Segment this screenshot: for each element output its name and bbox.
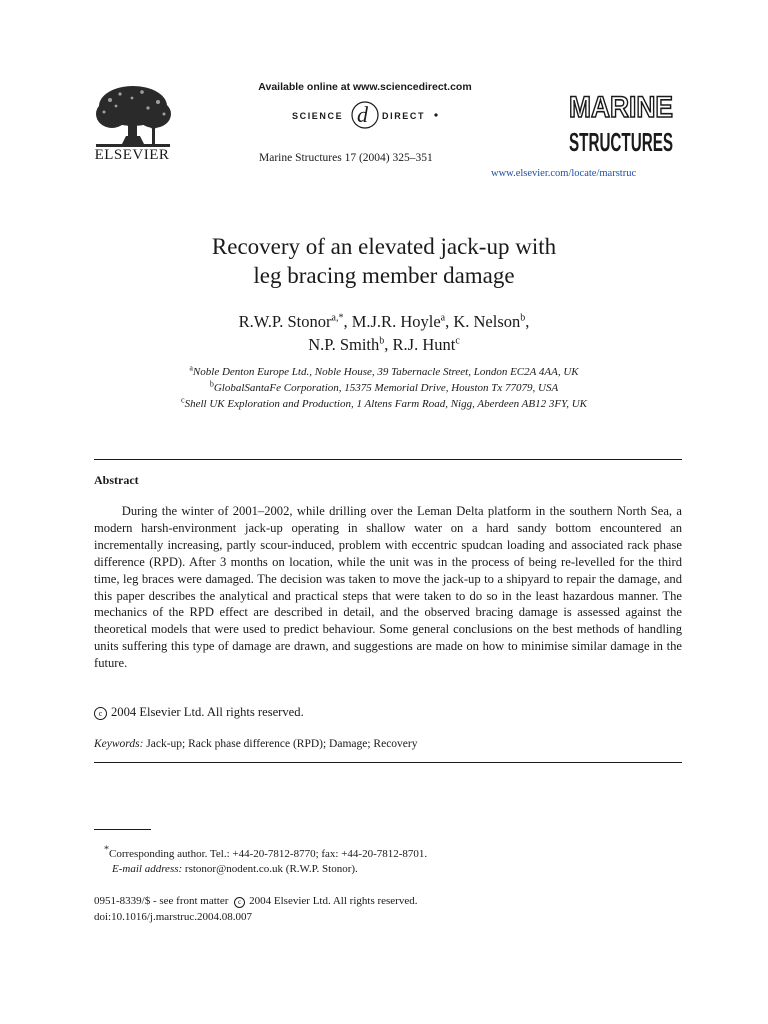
author-affiliation-mark: a,* [331, 312, 344, 324]
article-title [84, 232, 684, 290]
doi-link[interactable]: doi:10.1016/j.marstruc.2004.08.007 [94, 911, 252, 923]
author-name: M.J.R. Hoyle [351, 312, 441, 331]
email-note [112, 863, 358, 875]
sciencedirect-logo [286, 100, 446, 130]
abstract-top-rule [94, 459, 682, 460]
author-affiliation-mark: b [379, 335, 385, 347]
abstract-copyright: c 2004 Elsevier Ltd. All rights reserved. [94, 705, 304, 720]
journal-url-link[interactable]: www.elsevier.com/locate/marstruc [491, 168, 637, 179]
copyright-icon: c [94, 707, 107, 720]
title-line-2: leg bracing member damage [253, 263, 515, 288]
affiliation-item: $^a$Noble Denton Europe Ltd., Noble House, 39 Tabernacle Street, London EC2A 4AA, UK [189, 363, 579, 378]
affiliation-item: $^b$GlobalSantaFe Corporation, 15375 Memorial Drive, Houston Tx 77079, USA [209, 379, 559, 394]
keywords-line [94, 738, 418, 750]
author-list [84, 310, 684, 356]
keywords-value: Jack-up; Rack phase difference (RPD); Damage; Recovery [146, 738, 418, 750]
marine-structures-logo [567, 87, 675, 157]
footnote-rule [94, 829, 151, 830]
abstract-body: During the winter of 2001–2002, while drilling over the Leman Delta platform in the southern North Sea, a modern harsh-environment jack-up operating in shallow water on a hard sandy bottom encountered an incrementally increasing, partly scour-induced, problem with eccentric spudcan loading and associated rack phase difference (RPD). After 3 months on location, while the unit was in the process of being re-levelled for the third time, leg braces were damaged. The decision was taken to move the jack-up to a shipyard to repair the damage, and this paper describes the analytical and practical steps that were taken to do so in the least hazardous manner. The mechanics of the RPD effect are described in detail, and the observed bracing damage is assessed against the theoretical models that were used to predict behaviour. Some general conclusions on the best methods of handling units suffering this type of damage are drawn, and suggestions are made on how to minimise similar damage in the future. [94, 504, 682, 671]
abstract-heading: Abstract [94, 473, 139, 487]
journal-citation: Marine Structures 17 (2004) 325–351 [259, 152, 433, 164]
author-name: R.J. Hunt [392, 335, 456, 354]
email-address-link[interactable]: rstonor@nodent.co.uk (R.W.P. Stonor). [184, 863, 358, 875]
author-name: N.P. Smith [308, 335, 380, 354]
marine-logo-line2: STRUCTURES [569, 127, 673, 157]
affiliation-item: $^c$Shell UK Exploration and Production, 1 Altens Farm Road, Nigg, Aberdeen AB12 3FY, UK [181, 395, 587, 410]
abstract-bottom-rule [94, 762, 682, 763]
copyright-icon: c [234, 897, 245, 908]
title-line-1: Recovery of an elevated jack-up with [211, 234, 557, 259]
sciencedirect-left-text: SCIENCE [292, 111, 344, 121]
author-affiliation-mark: b [520, 312, 526, 324]
author-line-2: N.P. Smith$^b$, R.J. Hunt$^c$ [308, 335, 460, 354]
affiliation-list [84, 364, 684, 412]
author-affiliation-mark: c [455, 335, 460, 347]
author-line-1: R.W.P. Stonor$^{a,*}$, M.J.R. Hoyle$^a$, K. Nelson$^b$, [238, 312, 530, 331]
author-name: R.W.P. Stonor [238, 312, 332, 331]
author-name: K. Nelson [453, 312, 521, 331]
elsevier-wordmark: ELSEVIER [94, 147, 170, 163]
svg-text:d: d [357, 102, 368, 127]
sciencedirect-right-text: DIRECT [382, 111, 426, 121]
keywords-label: Keywords: [94, 738, 144, 750]
marine-logo-line1: MARINE [569, 91, 673, 124]
corresponding-author-note: *Corresponding author. Tel.: +44-20-7812-8770; fax: +44-20-7812-8701. [104, 844, 428, 860]
email-label: E-mail address: [112, 863, 183, 875]
author-affiliation-mark: a [440, 312, 446, 324]
available-online-text: Available online at www.sciencedirect.com [258, 81, 472, 93]
issn-line: 0951-8339/$ - see front matter c 2004 Elsevier Ltd. All rights reserved. [94, 895, 418, 907]
